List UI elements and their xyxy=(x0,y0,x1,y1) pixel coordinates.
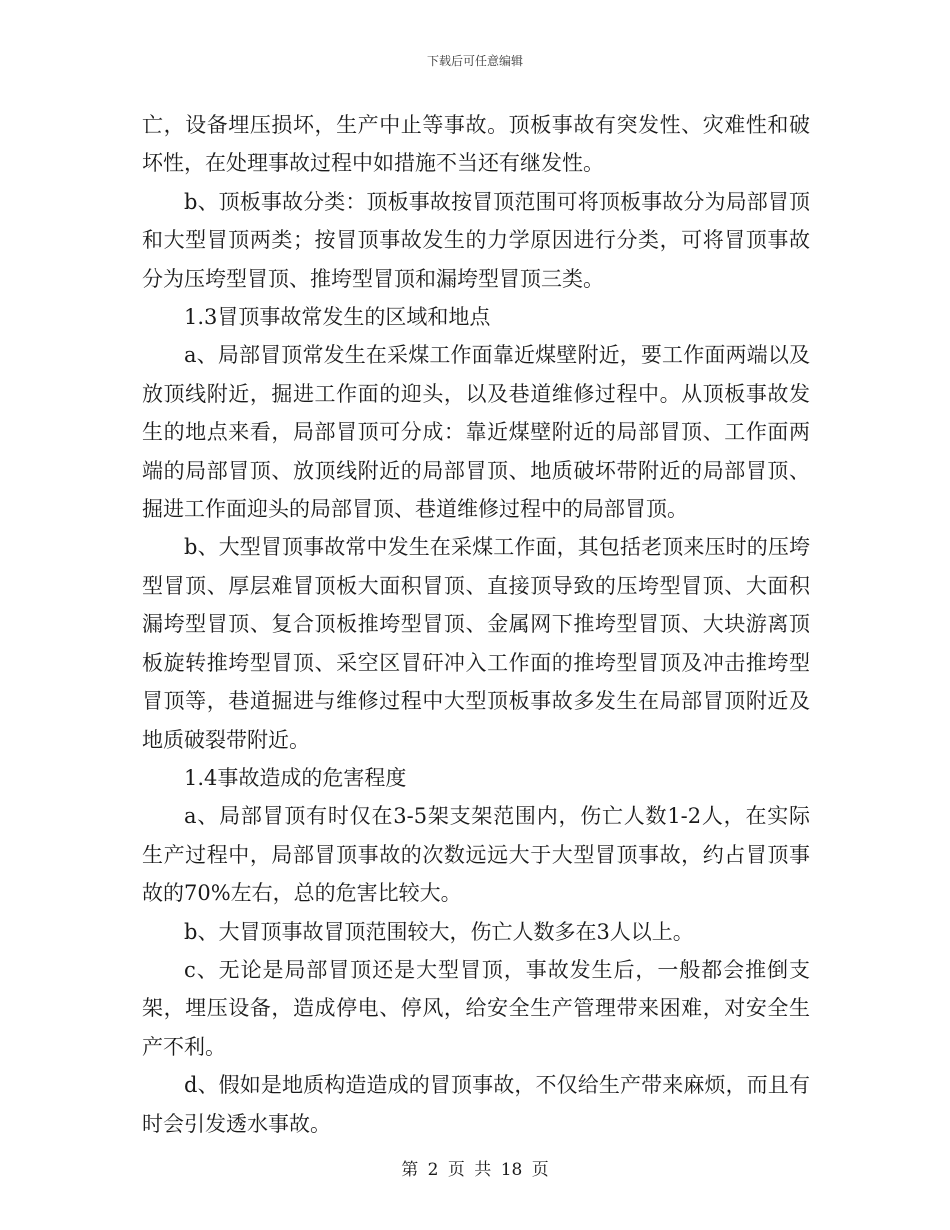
section-heading-1-3: 1.3冒顶事故常发生的区域和地点 xyxy=(184,305,491,330)
paragraph-consequences: c、无论是局部冒顶还是大型冒顶，事故发生后，一般都会推倒支架，埋压设备，造成停电、停风，给安全生产管理带来困难，对安全生产不利。 xyxy=(142,957,810,1059)
paragraph-local-roof-fall-locations: a、局部冒顶常发生在采煤工作面靠近煤壁附近，要工作面两端以及放顶线附近，掘进工作面的迎头，以及巷道维修过程中。从顶板事故发生的地点来看，局部冒顶可分成：靠近煤壁附近的局部冒顶、工作面两端的局部冒顶、放顶线附近的局部冒顶、地质破坏带附近的局部冒顶、掘进工作面迎头的局部冒顶、巷道维修过程中的局部冒顶。 xyxy=(142,343,810,522)
page-number-footer: 第 2 页 共 18 页 xyxy=(401,1160,549,1180)
document-body xyxy=(142,106,810,1143)
page-header: 下载后可任意编辑 xyxy=(426,54,523,68)
paragraph-large-roof-fall-harm: b、大冒顶事故冒顶范围较大，伤亡人数多在3人以上。 xyxy=(184,919,694,944)
paragraph-local-roof-fall-harm: a、局部冒顶有时仅在3-5架支架范围内，伤亡人数1-2人，在实际生产过程中，局部冒顶事故的次数远远大于大型冒顶事故，约占冒顶事故的70%左右，总的危害比较大。 xyxy=(142,804,810,906)
paragraph-geological-cause: d、假如是地质构造造成的冒顶事故，不仅给生产带来麻烦，而且有时会引发透水事故。 xyxy=(142,1073,810,1136)
paragraph-continuation: 亡，设备埋压损坏，生产中止等事故。顶板事故有突发性、灾难性和破坏性，在处理事故过程中如措施不当还有继发性。 xyxy=(142,113,810,176)
paragraph-roof-accident-classification: b、顶板事故分类：顶板事故按冒顶范围可将顶板事故分为局部冒顶和大型冒顶两类；按冒顶事故发生的力学原因进行分类，可将冒顶事故分为压垮型冒顶、推垮型冒顶和漏垮型冒顶三类。 xyxy=(142,189,810,291)
section-heading-1-4: 1.4事故造成的危害程度 xyxy=(184,765,407,790)
paragraph-large-roof-fall-types: b、大型冒顶事故常中发生在采煤工作面，其包括老顶来压时的压垮型冒顶、厚层难冒顶板大面积冒顶、直接顶导致的压垮型冒顶、大面积漏垮型冒顶、复合顶板推垮型冒顶、金属网下推垮型冒顶、大块游离顶板旋转推垮型冒顶、采空区冒矸冲入工作面的推垮型冒顶及冲击推垮型冒顶等，巷道掘进与维修过程中大型顶板事故多发生在局部冒顶附近及地质破裂带附近。 xyxy=(142,535,810,752)
